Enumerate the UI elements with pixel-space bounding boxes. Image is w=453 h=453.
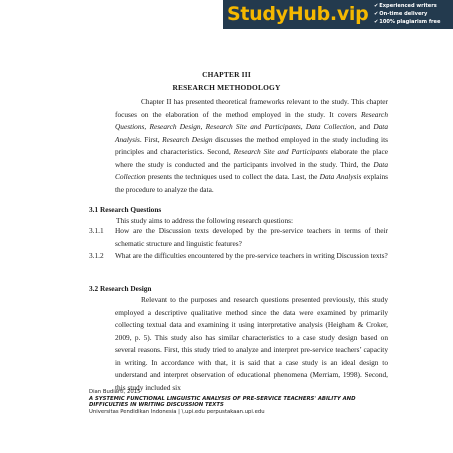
feature-item: ✔Experienced writers (374, 3, 437, 9)
check-icon: ✔ (374, 3, 379, 9)
research-questions-lead: This study aims to address the following research questions: (116, 216, 294, 225)
feature-item: ✔On-time delivery (374, 11, 428, 17)
feature-item: ✔100% plagiarism free (374, 19, 441, 25)
section-heading-research-design: 3.2 Research Design (89, 284, 152, 293)
intro-paragraph (115, 96, 388, 196)
question-text: What are the difficulties encountered by the pre-service teachers in writing Discussion texts? (115, 251, 388, 260)
chapter-number: CHAPTER III (202, 70, 251, 79)
question-text: How are the Discussion texts developed by the pre-service teachers in terms of their schematic structure and linguistic features? (115, 226, 388, 248)
check-icon: ✔ (374, 19, 379, 25)
footer-thesis-title: A SYSTEMIC FUNCTIONAL LINGUISTIC ANALYSIS OF PRE-SERVICE TEACHERS' ABILITY AND DIFFICULTIES IN WRITING DISCUSSION TEXTS (89, 395, 356, 409)
check-icon: ✔ (374, 11, 379, 17)
footer-university: Universitas Pendidikan Indonesia | \.upi.edu perpustakaan.upi.edu (89, 408, 265, 415)
brand-logo[interactable]: StudyHub.vip (227, 3, 369, 25)
research-design-text: Relevant to the purposes and research questions presented previously, this study employed a descriptive qualitative method since the data were examined by primarily collecting textual data and examining it using interpretative analysis (Heigham & Croker, 2009, p. 5). This study also has similar characteristics to a case study design based on several reasons. First, this study tried to analyze and interpret pre-service teachers’ capacity in writing. In accordance with that, it is said that a case study is an ideal design to understand and interpret observation of educational phenomena (Merriam, 1998). Second, this study included six (115, 295, 388, 392)
chapter-title: RESEARCH METHODOLOGY (172, 83, 281, 92)
question-number: 3.1.2 (89, 251, 104, 260)
intro-text: Chapter II has presented theoretical frameworks relevant to the study. This chapter focuses on the elaboration of the method employed in the study. It covers Research Questions, Research Design, Research Site and Participants, Data Collection, and Data Analysis. First, Research Design discusses the method employed in the study including its principles and characteristics. Second, Research Site and Participants elaborate the place where the study is conducted and the participants involved in the study. Third, the Data Collection presents the techniques used to collect the data. Last, the Data Analysis explains the procedure to analyze the data. (115, 97, 389, 194)
page-footer (89, 389, 389, 415)
research-design-paragraph (115, 294, 388, 394)
section-heading-research-questions: 3.1 Research Questions (89, 205, 162, 214)
question-number: 3.1.1 (89, 226, 104, 235)
footer-author: Dian Budiarti, 2015 (89, 389, 141, 395)
